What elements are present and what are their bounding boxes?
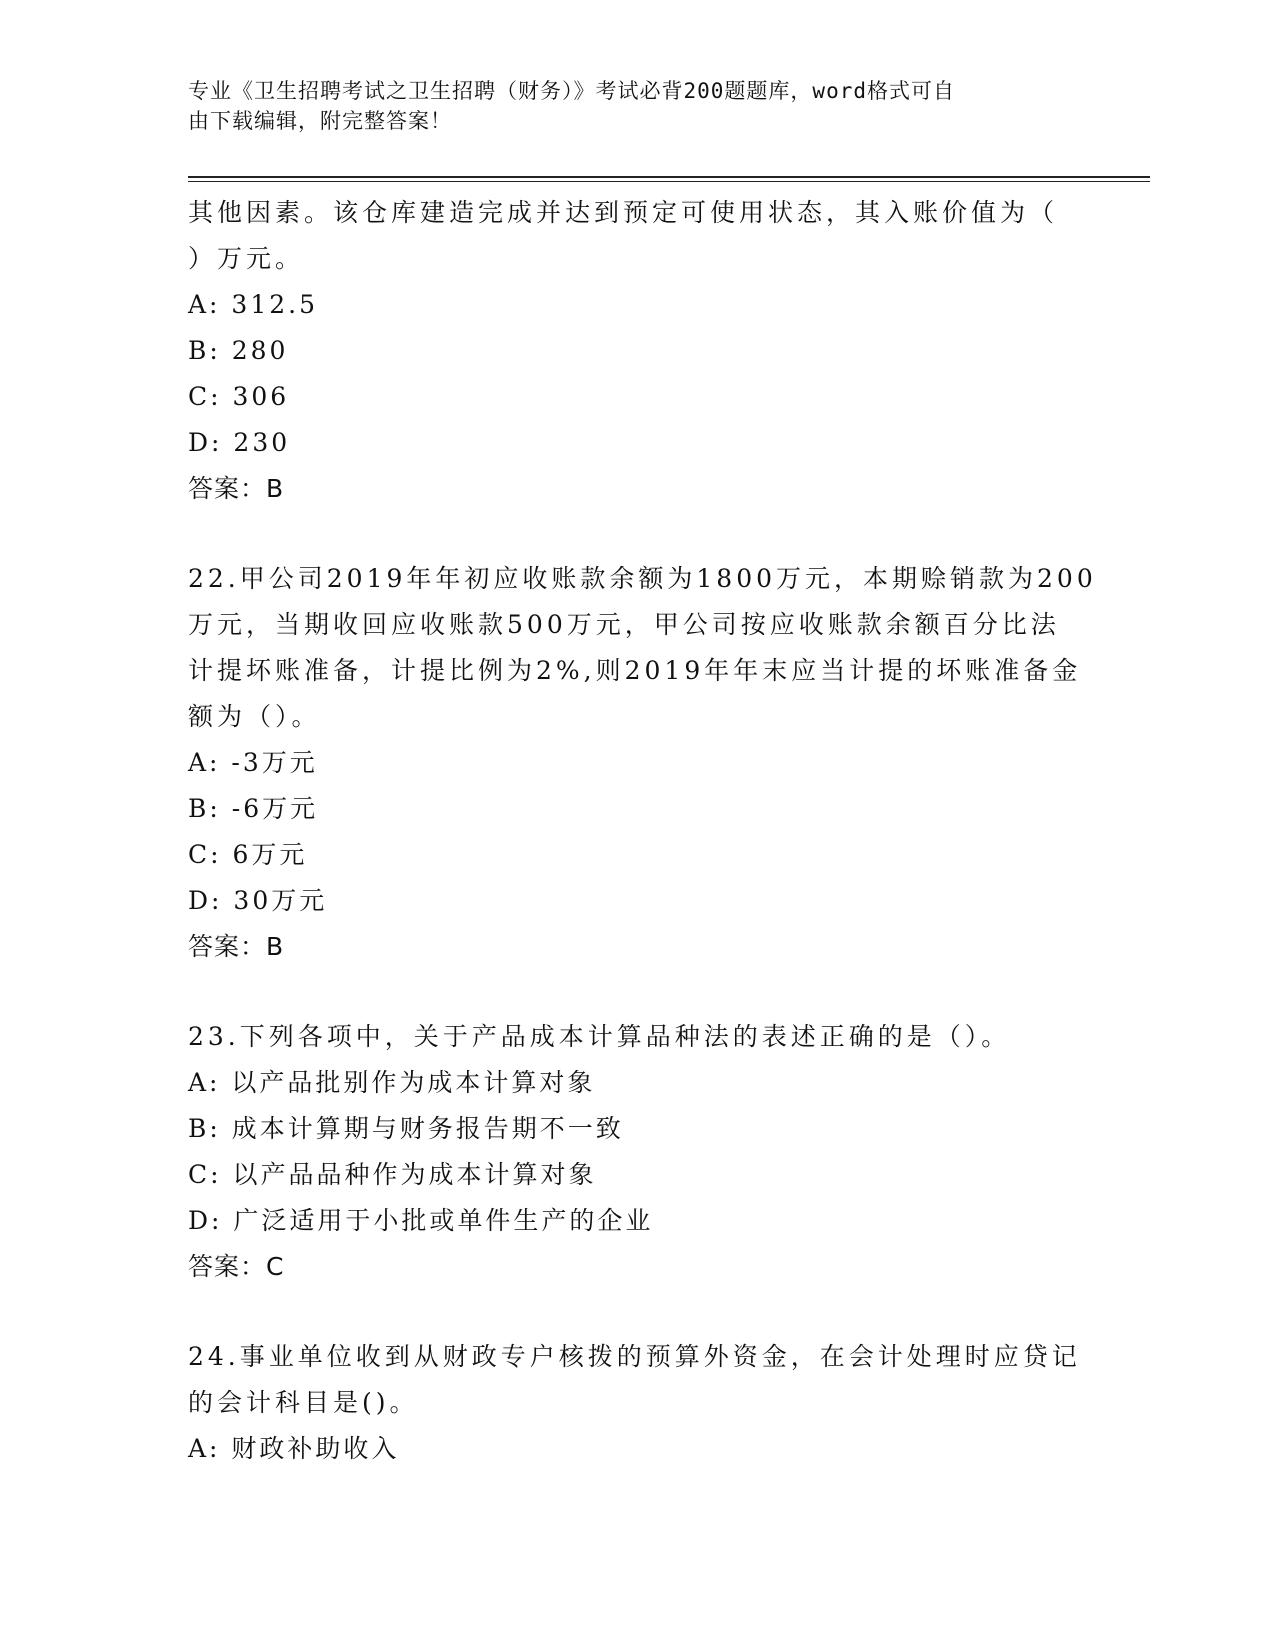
question-stem-line: 的会计科目是()。 — [188, 1388, 419, 1417]
document-header — [188, 76, 1068, 136]
header-divider-thick — [188, 176, 1150, 178]
header-divider-thin — [188, 181, 1150, 182]
option-b: B: 280 — [188, 336, 289, 365]
answer-line: 答案：B — [188, 474, 285, 503]
question-stem-line: 万元，当期收回应收账款500万元，甲公司按应收账款余额百分比法 — [188, 610, 1060, 639]
option-d: D: 230 — [188, 428, 291, 457]
header-line-1: 专业《卫生招聘考试之卫生招聘（财务）》考试必背200题题库，word格式可自 — [188, 79, 955, 103]
question-stem-line: ）万元。 — [188, 244, 305, 273]
option-a: A: 312.5 — [188, 290, 318, 319]
question-24 — [188, 1334, 1088, 1472]
answer-line: 答案：C — [188, 1252, 285, 1281]
option-b: B: 成本计算期与财务报告期不一致 — [188, 1114, 624, 1143]
option-d: D: 30万元 — [188, 886, 328, 915]
option-c: C: 306 — [188, 382, 290, 411]
option-a: A: -3万元 — [188, 748, 318, 777]
option-a: A: 以产品批别作为成本计算对象 — [188, 1068, 596, 1097]
option-d: D: 广泛适用于小批或单件生产的企业 — [188, 1206, 654, 1235]
question-22 — [188, 556, 1097, 970]
option-b: B: -6万元 — [188, 794, 319, 823]
option-c: C: 6万元 — [188, 840, 308, 869]
question-stem-line: 额为（）。 — [188, 702, 321, 731]
answer-line: 答案：B — [188, 932, 285, 961]
question-21-continued — [188, 190, 1088, 512]
question-23 — [188, 1014, 1088, 1290]
question-stem-line: 计提坏账准备，计提比例为2%,则2019年年末应当计提的坏账准备金 — [188, 656, 1082, 685]
question-stem-line: 其他因素。该仓库建造完成并达到预定可使用状态，其入账价值为（ — [188, 198, 1059, 227]
question-stem-line: 24.事业单位收到从财政专户核拨的预算外资金，在会计处理时应贷记 — [188, 1342, 1081, 1371]
question-stem-line: 22.甲公司2019年年初应收账款余额为1800万元，本期赊销款为200 — [188, 564, 1097, 593]
option-c: C: 以产品品种作为成本计算对象 — [188, 1160, 597, 1189]
document-body — [188, 190, 1097, 1472]
question-stem-line: 23.下列各项中，关于产品成本计算品种法的表述正确的是（）。 — [188, 1022, 1011, 1051]
option-a: A: 财政补助收入 — [188, 1434, 400, 1463]
header-line-2: 由下载编辑，附完整答案！ — [188, 109, 452, 133]
